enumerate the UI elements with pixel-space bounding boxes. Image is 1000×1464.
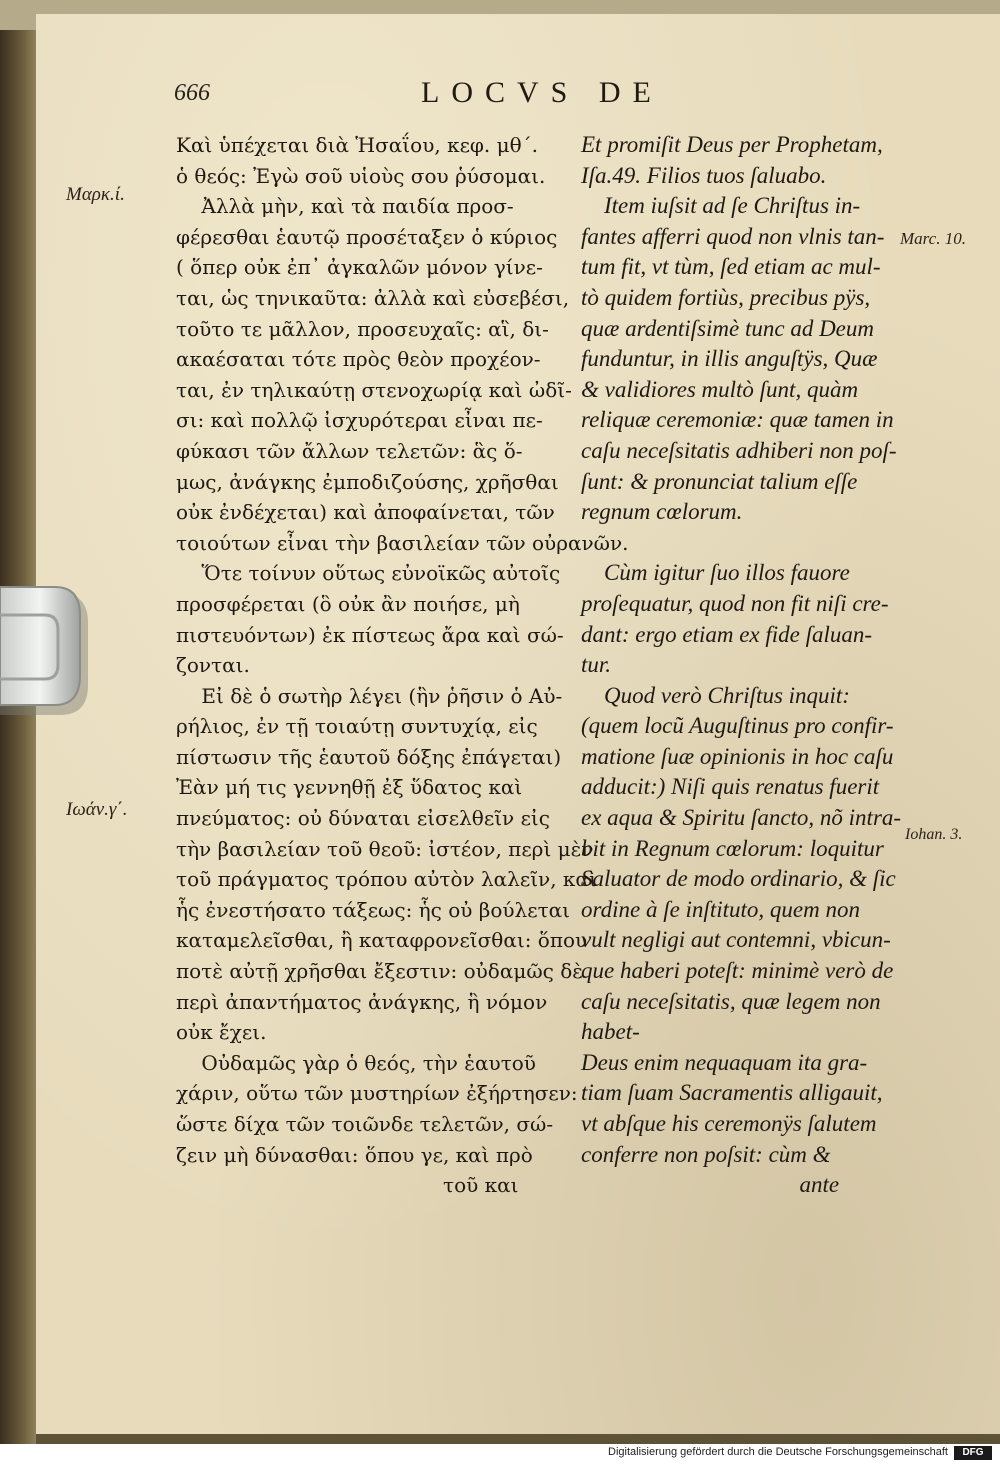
dfg-logo: DFG [954,1446,992,1460]
greek-line: τοιούτων εἶναι τὴν βασιλείαν τῶν οὐρανῶν. [176,530,629,555]
greek-line: ρήλιος, ἐν τῇ τοιαύτῃ συντυχίᾳ, εἰς [176,714,538,739]
greek-line: προσφέρεται (ὃ οὐκ ἂν ποιήσε, μὴ [176,591,520,616]
greek-line: Οὐδαμῶς γὰρ ὁ θεός, τὴν ἑαυτοῦ [176,1050,536,1075]
latin-line: Cùm igitur ſuo illos fauore [581,560,850,586]
greek-line: ακαέσαται τότε πρὸς θεὸν προχέον- [176,347,541,372]
greek-line: ζειν μὴ δύνασθαι: ὅπου γε, καὶ πρὸ [176,1142,533,1167]
latin-line: & validiores multò ſunt, quàm [581,376,859,402]
greek-line: οὐκ ἐνδέχεται) καὶ ἀποφαίνεται, τῶν [176,500,555,525]
latin-line: reliquæ ceremoniæ: quæ tamen in [581,407,894,433]
latin-line: Quod verò Chriſtus inquit: [581,682,850,708]
greek-line: τοῦτο τε μᾶλλον, προσευχαῖς: αἳ, δι- [176,316,549,341]
footer-bar [0,1444,1000,1464]
latin-line: habet- [581,1019,640,1045]
greek-line: πνεύματος: οὐ δύναται εἰσελθεῖν εἰς [176,806,550,831]
latin-line: conferre non poſsit: cùm & [581,1141,831,1167]
latin-line: tiam ſuam Sacramentis alligauit, [581,1080,883,1106]
greek-line: οὐκ ἔχει. [176,1020,267,1045]
latin-line: Et promiſit Deus per Prophetam, [581,132,883,157]
greek-line: μως, ἀνάγκης ἐμποδιζούσης, χρῆσθαι [176,469,559,494]
greek-line: τὴν βασιλείαν τοῦ θεοῦ: ἰστέον, περὶ μὲν [176,836,594,861]
latin-line: tò quidem fortiùs, precibus pÿs, [581,284,871,310]
greek-line: καταμελεῖσθαι, ἢ καταφρονεῖσθαι: ὅπου [176,928,588,953]
greek-line: ὥστε δίχα τῶν τοιῶνδε τελετῶν, σώ- [176,1112,554,1136]
latin-line: caſu neceſsitatis adhiberi non poſ- [581,437,897,463]
book-spine [0,30,40,1444]
latin-line: Deus enim nequaquam ita gra- [581,1049,868,1075]
paper-clip-icon [0,575,95,725]
greek-line: τοῦ και [176,1173,519,1198]
greek-line: Εἰ δὲ ὁ σωτὴρ λέγει (ἣν ῥῆσιν ὁ Αὐ- [176,683,563,708]
page-number: 666 [174,80,210,106]
greek-line: Καὶ ὑπέχεται διὰ Ἡσαΐου, κεφ. μθ΄. [176,133,539,157]
latin-line: que haberi poteſt: minimè verò de [581,958,894,984]
latin-line: Item iuſsit ad ſe Chriſtus in- [581,193,861,219]
greek-line: Ὅτε τοίνυν οὕτως εὐνοϊκῶς αὐτοῖς [176,561,561,586]
latin-line: ordine à ſe inſtituto, quem non [581,896,860,922]
greek-line: ἧς ἐνεστήσατο τάξεως: ἧς οὐ βούλεται [176,897,570,922]
latin-line: regnum cœlorum. [581,499,743,525]
running-header [36,76,1000,116]
greek-line: χάριν, οὕτω τῶν μυστηρίων ἐξήρτησεν: [176,1081,578,1106]
greek-line: ζονται. [176,653,250,678]
greek-line: ποτὲ αὐτῇ χρῆσθαι ἔξεστιν: οὐδαμῶς δὲ [176,959,583,984]
greek-line: ται, ὡς τηνικαῦτα: ἀλλὰ καὶ εὐσεβέσι, [176,285,570,310]
greek-line: ( ὅπερ οὐκ ἐπ᾿ ἀγκαλῶν μόνον γίνε- [176,255,543,280]
latin-line: Iſa.49. Filios tuos ſaluabo. [581,162,827,188]
margin-note-right-1: Marc. 10. [900,229,966,248]
latin-line: ante [581,1172,840,1198]
latin-line: vult negligi aut contemni, vbicun- [581,927,891,953]
margin-note-left-2: Ιωάν.γ΄. [66,799,128,820]
latin-line [581,528,981,559]
footer-credit: Digitalisierung gefördert durch die Deutsche Forschungsgemeinschaft [608,1446,948,1458]
latin-column [581,130,981,1201]
latin-line: ex aqua & Spiritu ſancto, nõ intra- [581,805,902,831]
greek-line: σι: καὶ πολλῷ ἰσχυρότεραι εἶναι πε- [176,408,543,433]
greek-line: τοῦ πράγματος τρόπου αὐτὸν λαλεῖν, καὶ [176,867,597,892]
greek-line: φύκασι τῶν ἄλλων τελετῶν: ἃς ὅ- [176,438,523,463]
latin-line: vt abſque his ceremonÿs ſalutem [581,1111,877,1136]
latin-line: Saluator de modo ordinario, & ſic [581,866,896,892]
latin-line: fantes afferri quod non vlnis tan- [581,223,885,249]
latin-line: matione ſuæ opinionis in hoc caſu [581,743,894,769]
margin-note-right-2: Iohan. 3. [905,826,963,843]
greek-line: ται, ἐν τηλικαύτῃ στενοχωρίᾳ καὶ ὠδῖ- [176,377,572,402]
greek-line: Ἐὰν μή τις γεννηθῇ ἐξ ὕδατος καὶ [176,775,523,800]
greek-line: Ἀλλὰ μὴν, καὶ τὰ παιδία προσ- [176,194,514,219]
margin-note-left-1: Μαρκ.ί. [66,184,125,205]
greek-line: πιστευόντων) ἐκ πίστεως ἄρα καὶ σώ- [176,622,564,647]
latin-line: proſequatur, quod non fit niſi cre- [581,590,889,616]
greek-line: πίστωσιν τῆς ἑαυτοῦ δόξης ἐπάγεται) [176,744,562,769]
running-title: LOCVS DE [421,76,663,109]
latin-line: bit in Regnum cœlorum: loquitur [581,835,884,861]
latin-line: tur. [581,652,612,678]
latin-line: tum fit, vt tùm, ſed etiam ac mul- [581,254,881,280]
latin-line: quæ ardentiſsimè tunc ad Deum [581,315,875,341]
greek-line: φέρεσθαι ἑαυτῷ προσέταξεν ὁ κύριος [176,224,558,249]
latin-line: ſunt: & pronunciat talium eſſe [581,468,858,494]
greek-line: ὁ θεός: Ἐγὼ σοῦ υἱοὺς σου ῥύσομαι. [176,163,546,188]
greek-line: περὶ ἀπαντήματος ἀνάγκης, ἣ νόμον [176,989,548,1014]
latin-line: caſu neceſsitatis, quæ legem non [581,988,881,1014]
latin-line: adducit:) Niſi quis renatus fuerit [581,774,880,800]
latin-line: dant: ergo etiam ex fide ſaluan- [581,621,873,647]
book-page [36,14,1000,1452]
latin-line: (quem locũ Auguſtinus pro confir- [581,713,894,739]
latin-line: funduntur, in illis anguſtÿs, Quæ [581,346,878,372]
